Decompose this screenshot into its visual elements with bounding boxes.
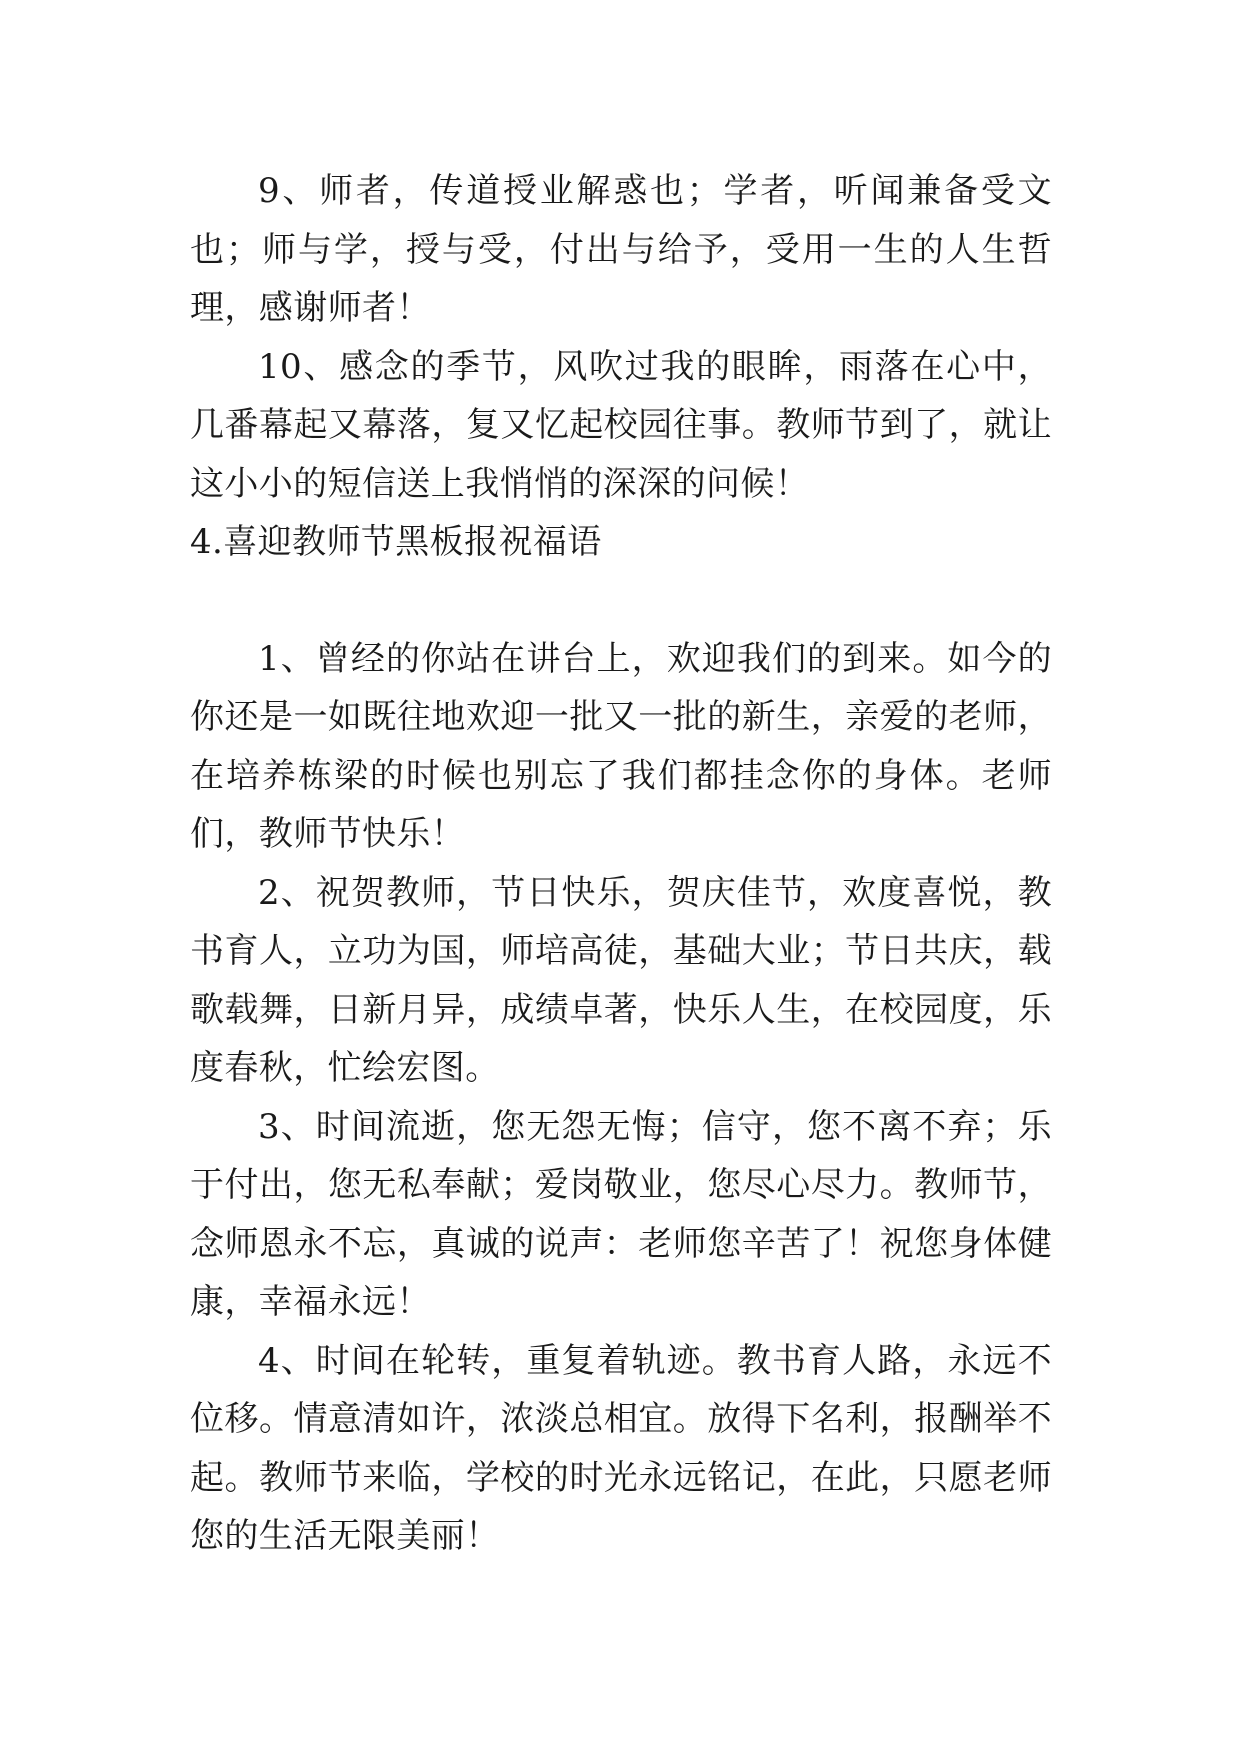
blank-line <box>190 572 1052 630</box>
section-heading: 4.喜迎教师节黑板报祝福语 <box>190 522 602 562</box>
paragraph-item-2: 2、祝贺教师，节日快乐，贺庆佳节，欢度喜悦，教书育人，立功为国，师培高徒，基础大业；节日共庆，载歌载舞，日新月异，成绩卓著，快乐人生，在校园度，乐度春秋，忙绘宏图。 <box>190 872 1052 1088</box>
paragraph-item-1: 1、曾经的你站在讲台上，欢迎我们的到来。如今的你还是一如既往地欢迎一批又一批的新生，亲爱的老师，在培养栋梁的时候也别忘了我们都挂念你的身体。老师们，教师节快乐！ <box>190 638 1052 854</box>
paragraph-item-10: 10、感念的季节，风吹过我的眼眸，雨落在心中，几番幕起又幕落，复又忆起校园往事。教师节到了，就让这小小的短信送上我悄悄的深深的问候！ <box>190 346 1052 504</box>
document-body <box>190 162 1052 1566</box>
paragraph-item-3: 3、时间流逝，您无怨无悔；信守，您不离不弃；乐于付出，您无私奉献；爱岗敬业，您尽心尽力。教师节，念师恩永不忘，真诚的说声：老师您辛苦了！祝您身体健康，幸福永远！ <box>190 1106 1052 1322</box>
paragraph-item-9: 9、师者，传道授业解惑也；学者，听闻兼备受文也；师与学，授与受，付出与给予，受用一生的人生哲理，感谢师者！ <box>190 171 1052 328</box>
paragraph-item-4: 4、时间在轮转，重复着轨迹。教书育人路，永远不位移。情意清如许，浓淡总相宜。放得下名利，报酬举不起。教师节来临，学校的时光永远铭记，在此，只愿老师您的生活无限美丽！ <box>190 1340 1052 1556</box>
